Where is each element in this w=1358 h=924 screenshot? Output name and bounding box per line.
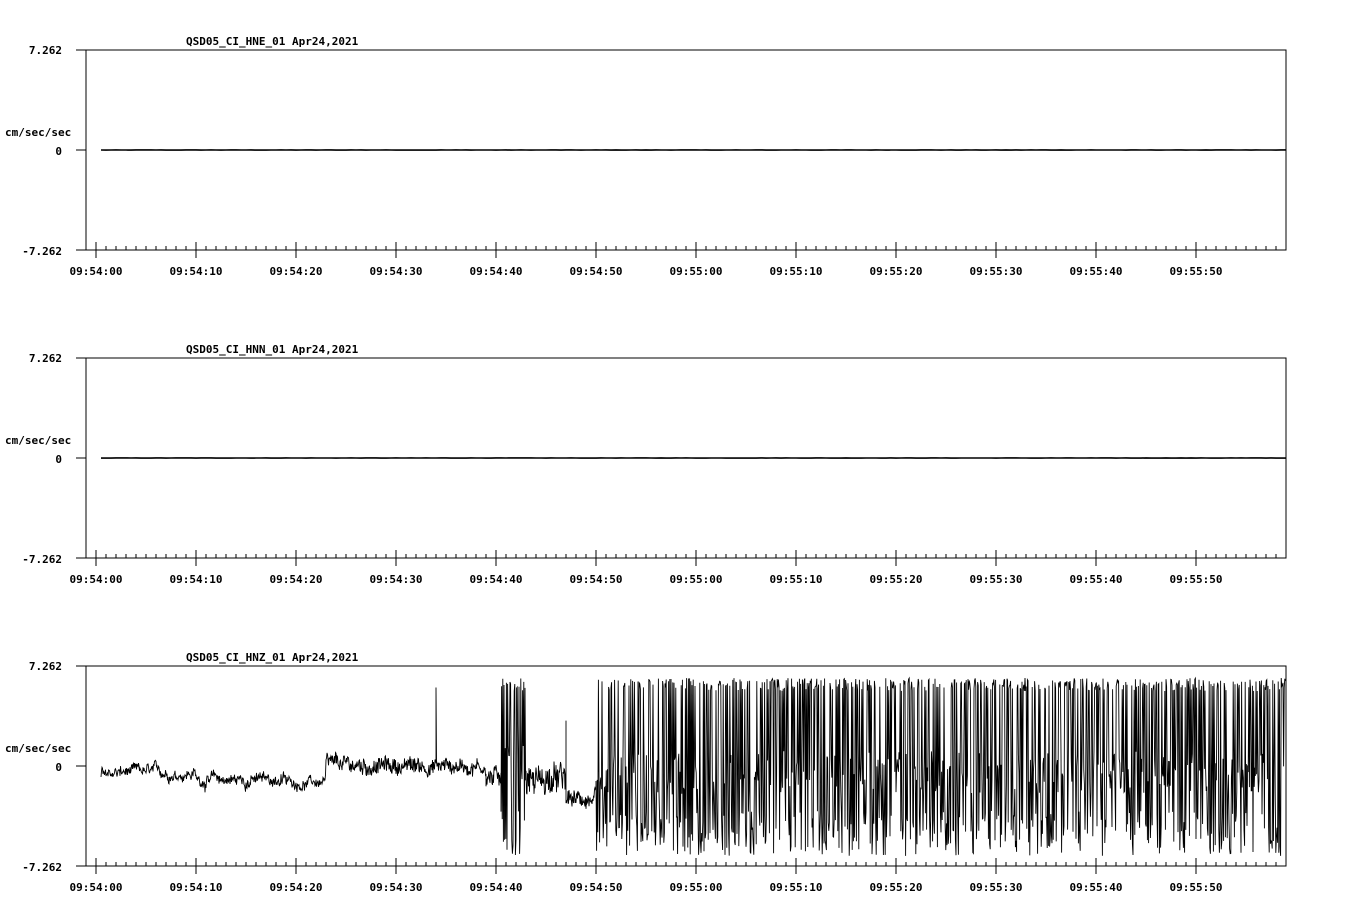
y-tick-label: -7.262 <box>22 553 62 566</box>
x-tick-label: 09:54:40 <box>469 265 523 278</box>
y-tick-label: 0 <box>55 145 62 158</box>
x-tick-label: 09:54:50 <box>569 573 623 586</box>
x-tick-label: 09:55:40 <box>1069 881 1123 894</box>
x-tick-label: 09:55:20 <box>869 881 923 894</box>
x-tick-label: 09:55:10 <box>769 881 823 894</box>
x-tick-label: 09:54:30 <box>369 573 423 586</box>
x-tick-label: 09:55:40 <box>1069 573 1123 586</box>
x-tick-label: 09:55:50 <box>1169 573 1223 586</box>
y-tick-label: 0 <box>55 761 62 774</box>
chart-title: QSD05_CI_HNN_01 Apr24,2021 <box>186 343 359 356</box>
x-tick-label: 09:55:00 <box>669 265 723 278</box>
x-tick-label: 09:55:20 <box>869 265 923 278</box>
x-tick-label: 09:54:00 <box>69 881 123 894</box>
chart-panel-1 <box>5 35 1286 278</box>
x-tick-label: 09:54:00 <box>69 573 123 586</box>
x-tick-label: 09:54:20 <box>269 573 323 586</box>
y-tick-label: -7.262 <box>22 245 62 258</box>
x-tick-label: 09:54:30 <box>369 881 423 894</box>
x-tick-label: 09:55:20 <box>869 573 923 586</box>
x-tick-label: 09:55:50 <box>1169 881 1223 894</box>
x-tick-label: 09:55:30 <box>969 265 1023 278</box>
x-tick-label: 09:55:30 <box>969 881 1023 894</box>
x-tick-label: 09:54:50 <box>569 265 623 278</box>
y-tick-label: -7.262 <box>22 861 62 874</box>
x-tick-label: 09:54:30 <box>369 265 423 278</box>
chart-panel-3 <box>5 651 1286 894</box>
chart-title: QSD05_CI_HNZ_01 Apr24,2021 <box>186 651 359 664</box>
x-tick-label: 09:55:10 <box>769 573 823 586</box>
waveform-trace <box>101 678 1285 856</box>
x-tick-label: 09:55:10 <box>769 265 823 278</box>
x-tick-label: 09:54:10 <box>169 573 223 586</box>
x-tick-label: 09:55:00 <box>669 573 723 586</box>
x-tick-label: 09:54:20 <box>269 265 323 278</box>
x-tick-label: 09:54:20 <box>269 881 323 894</box>
chart-panel-2 <box>5 343 1286 586</box>
y-tick-label: 7.262 <box>28 44 62 57</box>
y-axis-label: cm/sec/sec <box>5 742 72 755</box>
x-tick-label: 09:54:00 <box>69 265 123 278</box>
y-tick-label: 7.262 <box>28 660 62 673</box>
x-tick-label: 09:54:50 <box>569 881 623 894</box>
x-tick-label: 09:55:30 <box>969 573 1023 586</box>
y-tick-label: 0 <box>55 453 62 466</box>
x-tick-label: 09:55:50 <box>1169 265 1223 278</box>
y-axis-label: cm/sec/sec <box>5 434 72 447</box>
y-tick-label: 7.262 <box>28 352 62 365</box>
x-tick-label: 09:54:40 <box>469 573 523 586</box>
x-tick-label: 09:54:40 <box>469 881 523 894</box>
x-tick-label: 09:54:10 <box>169 881 223 894</box>
chart-title: QSD05_CI_HNE_01 Apr24,2021 <box>186 35 359 48</box>
y-axis-label: cm/sec/sec <box>5 126 72 139</box>
x-tick-label: 09:55:40 <box>1069 265 1123 278</box>
x-tick-label: 09:55:00 <box>669 881 723 894</box>
x-tick-label: 09:54:10 <box>169 265 223 278</box>
